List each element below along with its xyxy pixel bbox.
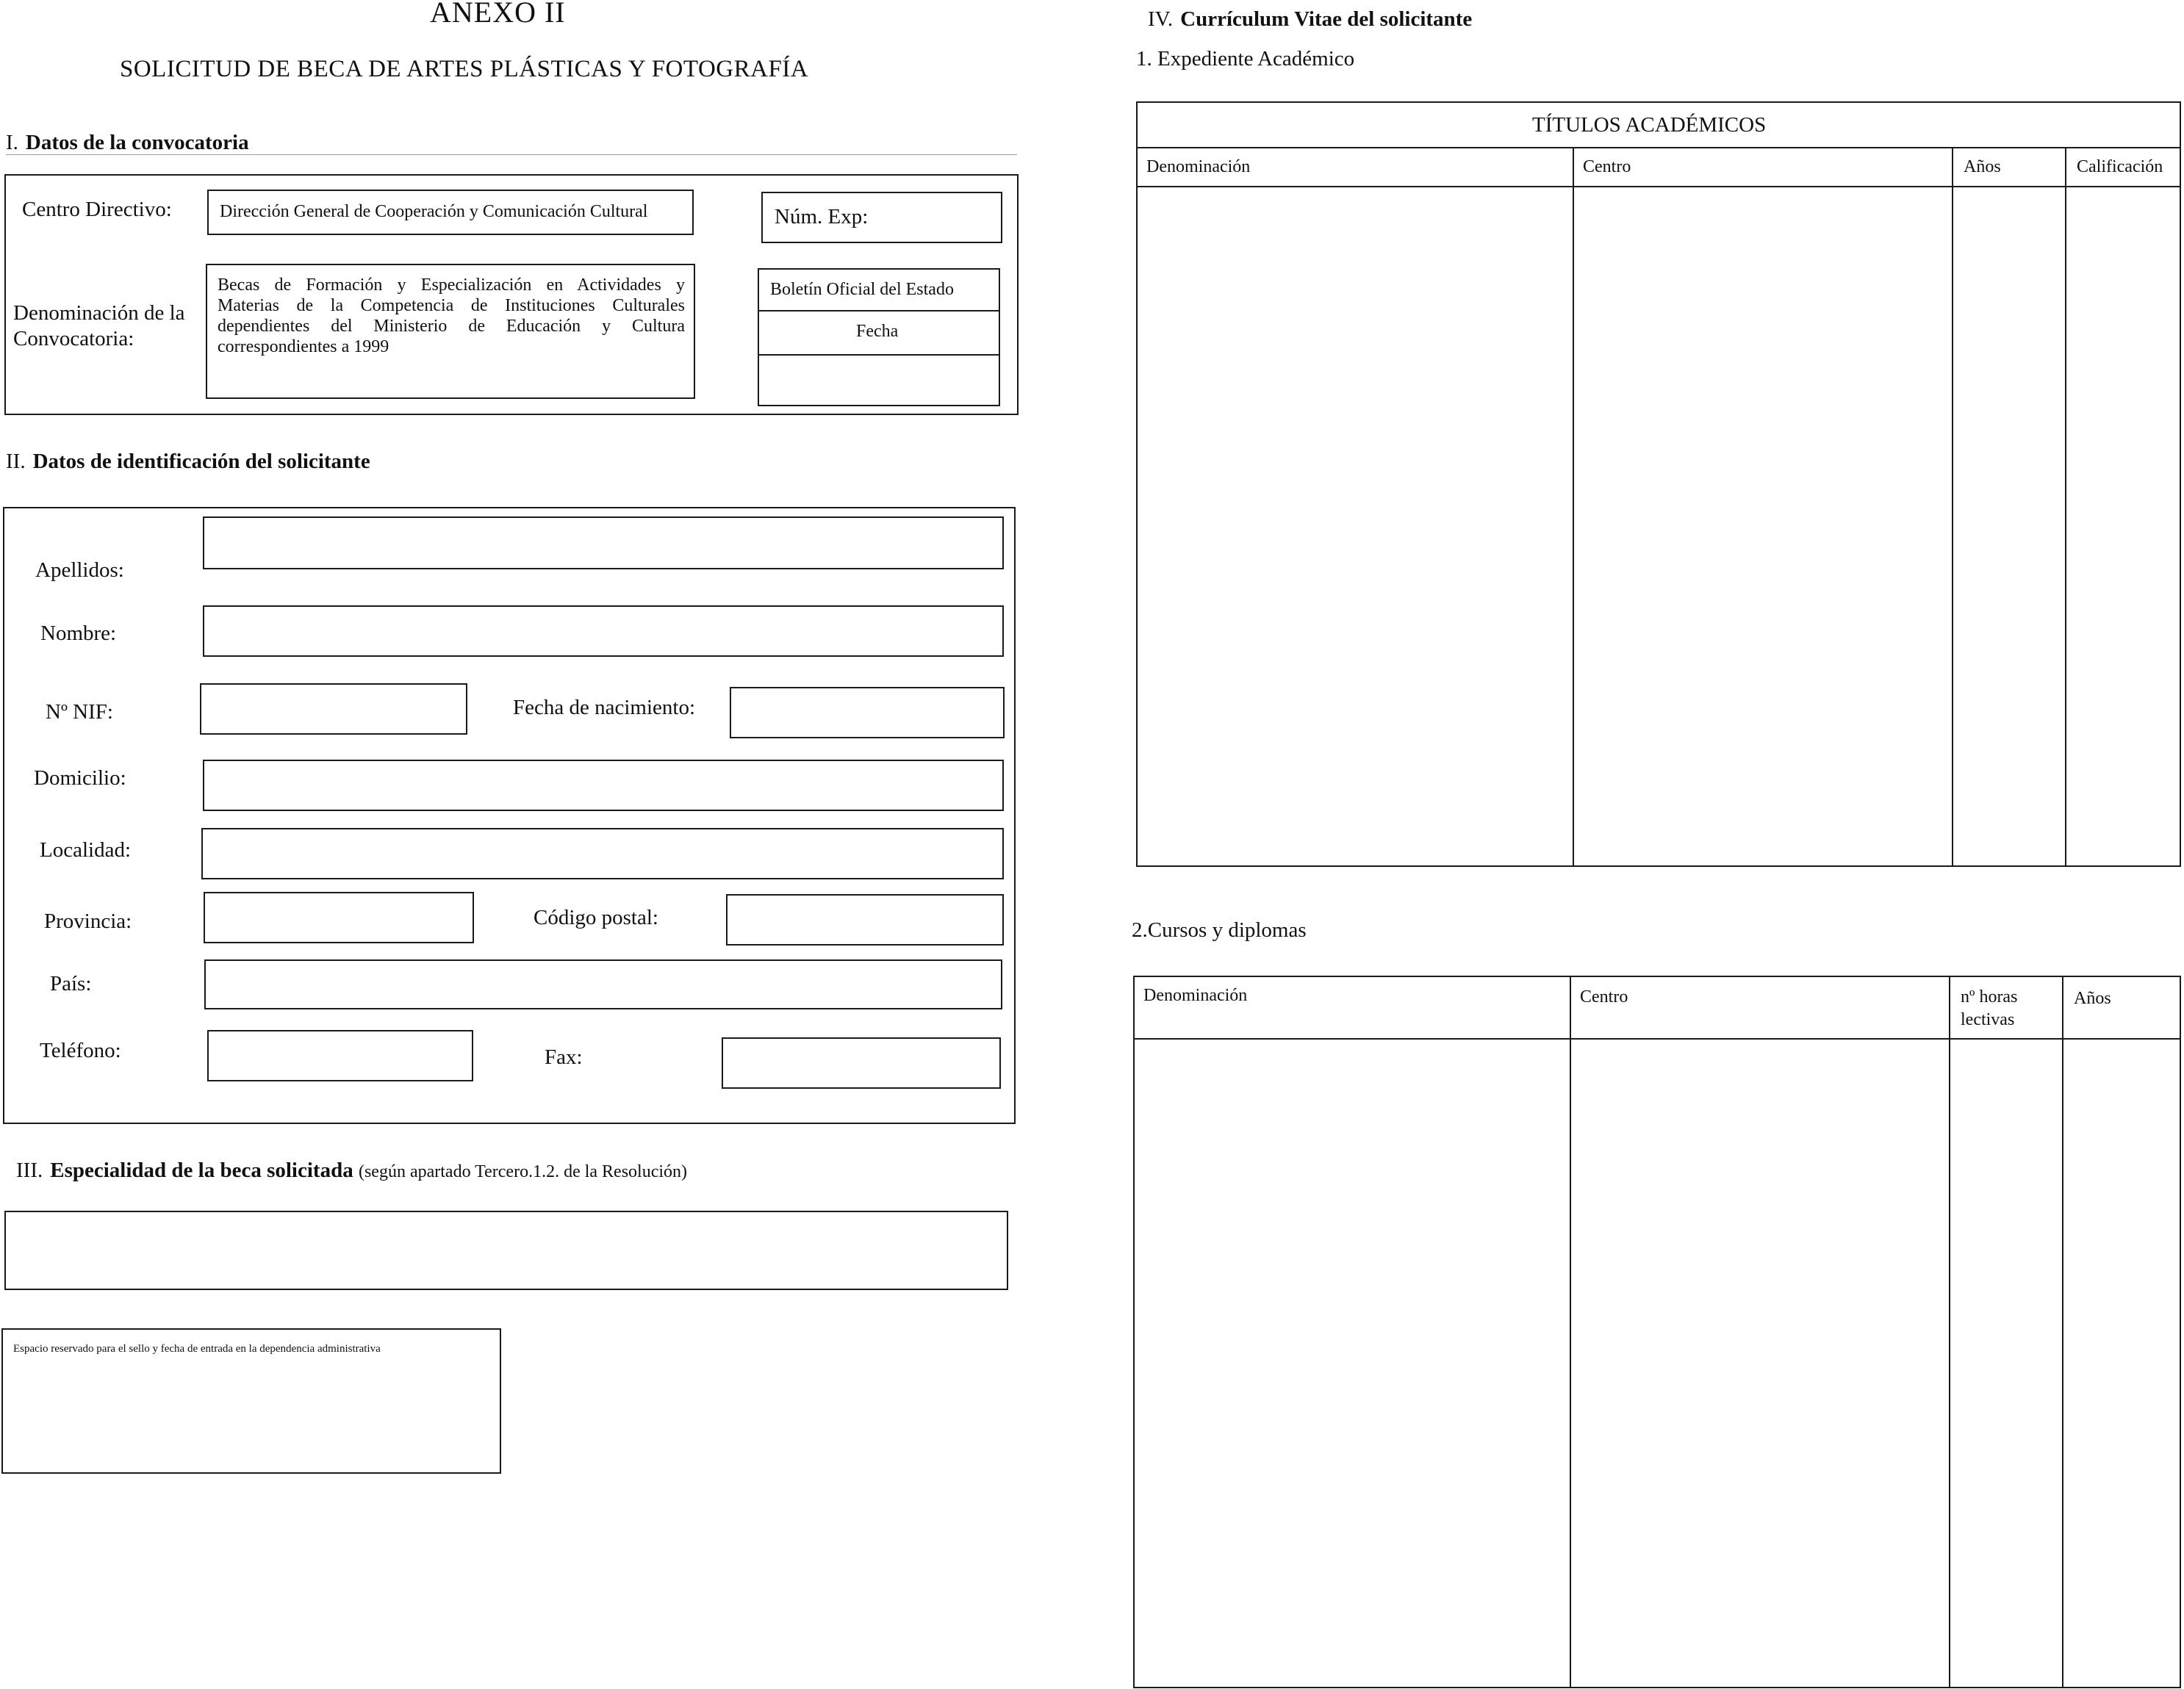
page-title: SOLICITUD DE BECA DE ARTES PLÁSTICAS Y FOTOGRAFÍA bbox=[120, 56, 809, 82]
cursos-body[interactable] bbox=[1135, 1040, 2180, 1687]
expediente-subheading: 1. Expediente Académico bbox=[1136, 47, 1355, 71]
denominacion-label-2: Convocatoria: bbox=[13, 327, 134, 350]
section-4-title: Currículum Vitae del solicitante bbox=[1180, 7, 1473, 31]
boe-divider-1 bbox=[758, 310, 1000, 311]
codigo-postal-input[interactable] bbox=[726, 894, 1004, 946]
provincia-label: Provincia: bbox=[44, 910, 132, 933]
section-1-roman: I. bbox=[6, 131, 18, 154]
nif-input[interactable] bbox=[200, 683, 467, 735]
nif-label: Nº NIF: bbox=[46, 700, 113, 724]
telefono-label: Teléfono: bbox=[40, 1039, 121, 1062]
section-1-title: Datos de la convocatoria bbox=[25, 131, 249, 154]
codigo-postal-label: Código postal: bbox=[534, 906, 658, 929]
reserved-stamp-box bbox=[1, 1328, 501, 1474]
fax-label: Fax: bbox=[545, 1045, 583, 1069]
cursos-col-denominacion: Denominación bbox=[1143, 986, 1248, 1005]
pais-label: País: bbox=[50, 972, 92, 995]
centro-directivo-field[interactable] bbox=[207, 190, 694, 235]
num-exp-field[interactable] bbox=[761, 192, 1002, 243]
denominacion-line: Becas de Formación y Especialización en Actividades y bbox=[218, 276, 685, 295]
apellidos-input[interactable] bbox=[203, 516, 1004, 569]
cursos-col-horas-2: lectivas bbox=[1961, 1010, 2015, 1029]
section-1-heading bbox=[6, 131, 249, 155]
nombre-input[interactable] bbox=[203, 605, 1004, 657]
num-exp-label: Núm. Exp: bbox=[775, 205, 869, 228]
denominacion-text bbox=[218, 275, 685, 357]
apellidos-label: Apellidos: bbox=[35, 558, 124, 582]
centro-directivo-value: Dirección General de Cooperación y Comunicación Cultural bbox=[220, 202, 648, 221]
denominacion-line: Materias de la Competencia de Instituciones Culturales bbox=[218, 296, 685, 315]
section-4-heading bbox=[1148, 7, 1472, 32]
titulos-col-anos: Años bbox=[1964, 157, 2001, 176]
localidad-label: Localidad: bbox=[40, 838, 132, 862]
denominacion-line: correspondientes a 1999 bbox=[218, 337, 389, 356]
section-3-title: Especialidad de la beca solicitada bbox=[50, 1159, 353, 1182]
titulos-col-calificacion: Calificación bbox=[2077, 157, 2163, 176]
nombre-label: Nombre: bbox=[40, 622, 117, 645]
boe-fecha-field[interactable] bbox=[759, 356, 999, 405]
denominacion-label-1: Denominación de la bbox=[13, 301, 185, 325]
section-3-note: (según apartado Tercero.1.2. de la Resolución) bbox=[358, 1162, 688, 1181]
section-2-frame bbox=[3, 507, 1016, 1124]
cursos-col-anos: Años bbox=[2074, 989, 2111, 1008]
fecha-nacimiento-label: Fecha de nacimiento: bbox=[513, 696, 696, 719]
section-3-roman: III. bbox=[16, 1159, 43, 1182]
boe-label: Boletín Oficial del Estado bbox=[770, 280, 954, 299]
section-3-heading bbox=[16, 1159, 687, 1183]
section-2-title: Datos de identificación del solicitante bbox=[32, 450, 370, 473]
provincia-input[interactable] bbox=[204, 892, 474, 943]
denominacion-field[interactable] bbox=[206, 264, 695, 399]
denominacion-line: dependientes del Ministerio de Educación y Cultura bbox=[218, 317, 685, 336]
boe-fecha-label: Fecha bbox=[856, 322, 899, 341]
titulos-col-centro: Centro bbox=[1583, 157, 1631, 176]
fecha-nacimiento-input[interactable] bbox=[730, 687, 1005, 738]
section-1-rule bbox=[6, 154, 1017, 155]
pais-input[interactable] bbox=[204, 959, 1002, 1009]
titulos-table-title: TÍTULOS ACADÉMICOS bbox=[1532, 113, 1767, 137]
section-2-heading bbox=[6, 450, 370, 474]
centro-directivo-label: Centro Directivo: bbox=[22, 198, 172, 221]
section-4-roman: IV. bbox=[1148, 7, 1174, 31]
reserved-stamp-text: Espacio reservado para el sello y fecha de entrada en la dependencia administrativa bbox=[13, 1343, 381, 1355]
domicilio-label: Domicilio: bbox=[34, 766, 126, 790]
fax-input[interactable] bbox=[722, 1037, 1001, 1089]
domicilio-input[interactable] bbox=[203, 760, 1004, 811]
section-2-roman: II. bbox=[6, 450, 26, 473]
cursos-col-horas-1: nº horas bbox=[1961, 987, 2018, 1006]
titulos-col-denominacion: Denominación bbox=[1146, 157, 1251, 176]
annex-title: ANEXO II bbox=[430, 0, 566, 29]
cursos-col-centro: Centro bbox=[1580, 987, 1628, 1006]
cursos-subheading: 2.Cursos y diplomas bbox=[1132, 918, 1307, 942]
titulos-divider bbox=[1136, 147, 2181, 148]
titulos-body[interactable] bbox=[1138, 187, 2180, 865]
telefono-input[interactable] bbox=[207, 1030, 473, 1081]
localidad-input[interactable] bbox=[201, 828, 1004, 879]
especialidad-input[interactable] bbox=[4, 1211, 1008, 1290]
